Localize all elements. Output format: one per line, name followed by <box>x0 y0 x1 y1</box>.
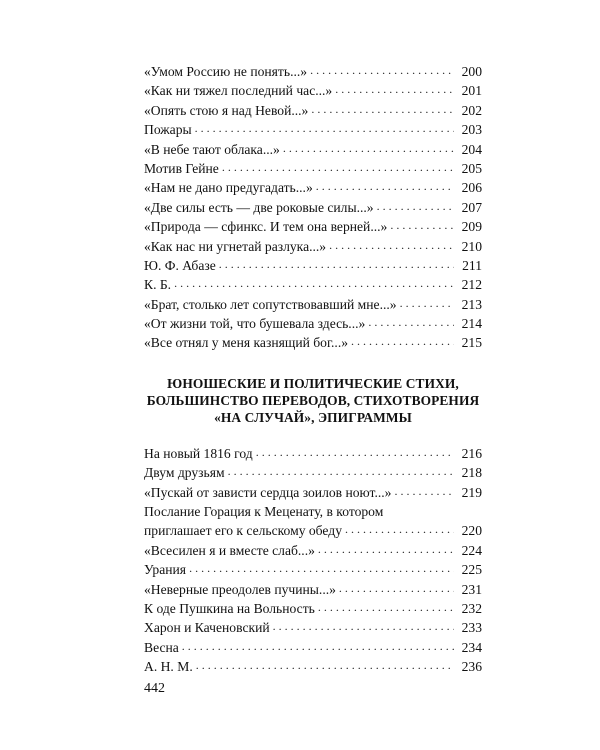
toc-leader-dots <box>195 118 454 138</box>
toc-leader-dots <box>377 196 454 216</box>
toc-entry-title: «Пускай от зависти сердца зоилов ноют...» <box>144 484 392 500</box>
toc-entry <box>144 502 482 541</box>
toc-entry-title: Урания <box>144 562 187 578</box>
toc-entry-title-continued: приглашает его к сельскому обеду <box>144 523 342 539</box>
toc-entry-page: 219 <box>461 484 482 500</box>
toc-leader-dots <box>196 655 454 675</box>
toc-entry-title: «Две силы есть — две роковые силы...» <box>144 199 374 215</box>
toc-entry-page: 212 <box>461 277 482 293</box>
toc-leader-dots <box>311 99 454 119</box>
toc-leader-dots <box>335 79 454 99</box>
toc-entry-title: «В небе тают облака...» <box>144 141 280 157</box>
toc-entry-title: «Природа — сфинкс. И тем она верней...» <box>144 219 388 235</box>
toc-leader-dots <box>345 519 454 539</box>
section-heading-line: БОЛЬШИНСТВО ПЕРЕВОДОВ, СТИХОТВОРЕНИЯ <box>146 392 480 408</box>
page-number: 442 <box>144 681 165 696</box>
toc-entry <box>144 333 482 352</box>
toc-entry-page: 201 <box>461 83 482 99</box>
toc-entry-page: 236 <box>461 659 482 675</box>
toc-entry-page: 210 <box>461 238 482 254</box>
toc-leader-dots <box>273 616 454 636</box>
toc-group-1 <box>144 62 482 353</box>
toc-leader-dots <box>174 273 454 293</box>
toc-leader-dots <box>400 293 454 313</box>
toc-entry-page: 207 <box>461 199 482 215</box>
toc-leader-dots <box>316 176 454 196</box>
toc-entry <box>144 483 482 502</box>
toc-entry-title: «Умом Россию не понять...» <box>144 63 308 79</box>
section-heading-line: «НА СЛУЧАЙ», ЭПИГРАММЫ <box>214 409 412 425</box>
toc-entry-page: 202 <box>461 102 482 118</box>
toc-entry-page: 216 <box>461 445 482 461</box>
toc-entry-title: Двум друзьям <box>144 465 225 481</box>
toc-entry-page: 204 <box>461 141 482 157</box>
toc-group-2 <box>144 444 482 677</box>
toc-entry <box>144 657 482 676</box>
toc-entry-title: Мотив Гейне <box>144 160 219 176</box>
toc-leader-dots <box>339 578 454 598</box>
toc-entry-title: Харон и Каченовский <box>144 620 270 636</box>
toc-entry-title: На новый 1816 год <box>144 445 253 461</box>
toc-entry-page: 209 <box>461 219 482 235</box>
toc-entry-title: Ю. Ф. Абазе <box>144 257 216 273</box>
toc-entry-page: 218 <box>461 465 482 481</box>
table-of-contents-page <box>144 62 482 677</box>
section-heading-line: ЮНОШЕСКИЕ И ПОЛИТИЧЕСКИЕ СТИХИ, <box>167 375 459 391</box>
toc-leader-dots <box>283 138 454 158</box>
toc-entry-page: 232 <box>461 600 482 616</box>
toc-leader-dots <box>256 442 454 462</box>
toc-entry-page: 206 <box>461 180 482 196</box>
toc-entry-title: «Всесилен я и вместе слаб...» <box>144 542 315 558</box>
toc-entry-page: 205 <box>461 160 482 176</box>
toc-leader-dots <box>390 215 454 235</box>
toc-entry-page: 233 <box>461 620 482 636</box>
toc-entry-page: 211 <box>462 257 482 273</box>
toc-entry-page: 203 <box>461 122 482 138</box>
toc-leader-dots <box>222 157 454 177</box>
toc-entry-title: Пожары <box>144 122 192 138</box>
toc-entry-title: «Неверные преодолев пучины...» <box>144 581 336 597</box>
toc-entry-title: «Как нас ни угнетай разлука...» <box>144 238 327 254</box>
toc-leader-dots <box>310 60 454 80</box>
toc-entry-title: К оде Пушкина на Вольность <box>144 600 315 616</box>
toc-leader-dots <box>182 636 454 656</box>
toc-leader-dots <box>189 558 454 578</box>
toc-leader-dots <box>318 539 454 559</box>
toc-entry-page: 225 <box>461 562 482 578</box>
toc-entry-page: 214 <box>461 316 482 332</box>
toc-leader-dots <box>329 235 454 255</box>
toc-entry-page: 200 <box>461 63 482 79</box>
toc-entry-page: 231 <box>461 581 482 597</box>
toc-entry-title: «Нам не дано предугадать...» <box>144 180 313 196</box>
toc-leader-dots <box>368 312 454 332</box>
toc-entry-title: Послание Горация к Меценату, в котором <box>144 504 384 520</box>
toc-entry-page: 220 <box>461 523 482 539</box>
toc-entry-title: К. Б. <box>144 277 172 293</box>
toc-entry-title: «Опять стою я над Невой...» <box>144 102 309 118</box>
toc-entry-page: 213 <box>461 296 482 312</box>
toc-leader-dots <box>351 331 454 351</box>
toc-entry-title: «Брат, столько лет сопутствовавший мне...» <box>144 296 397 312</box>
toc-entry-title: Весна <box>144 639 179 655</box>
toc-leader-dots <box>228 461 454 481</box>
toc-entry-title: «Как ни тяжел последний час...» <box>144 83 333 99</box>
section-heading <box>144 375 482 426</box>
toc-leader-dots <box>394 481 454 501</box>
toc-entry-title: «От жизни той, что бушевала здесь...» <box>144 316 366 332</box>
toc-leader-dots <box>318 597 454 617</box>
toc-leader-dots <box>219 254 454 274</box>
toc-entry-title: А. Н. М. <box>144 659 193 675</box>
toc-entry-page: 234 <box>461 639 482 655</box>
toc-entry-title: «Все отнял у меня казнящий бог...» <box>144 335 349 351</box>
toc-entry-page: 215 <box>461 335 482 351</box>
toc-entry-page: 224 <box>461 542 482 558</box>
